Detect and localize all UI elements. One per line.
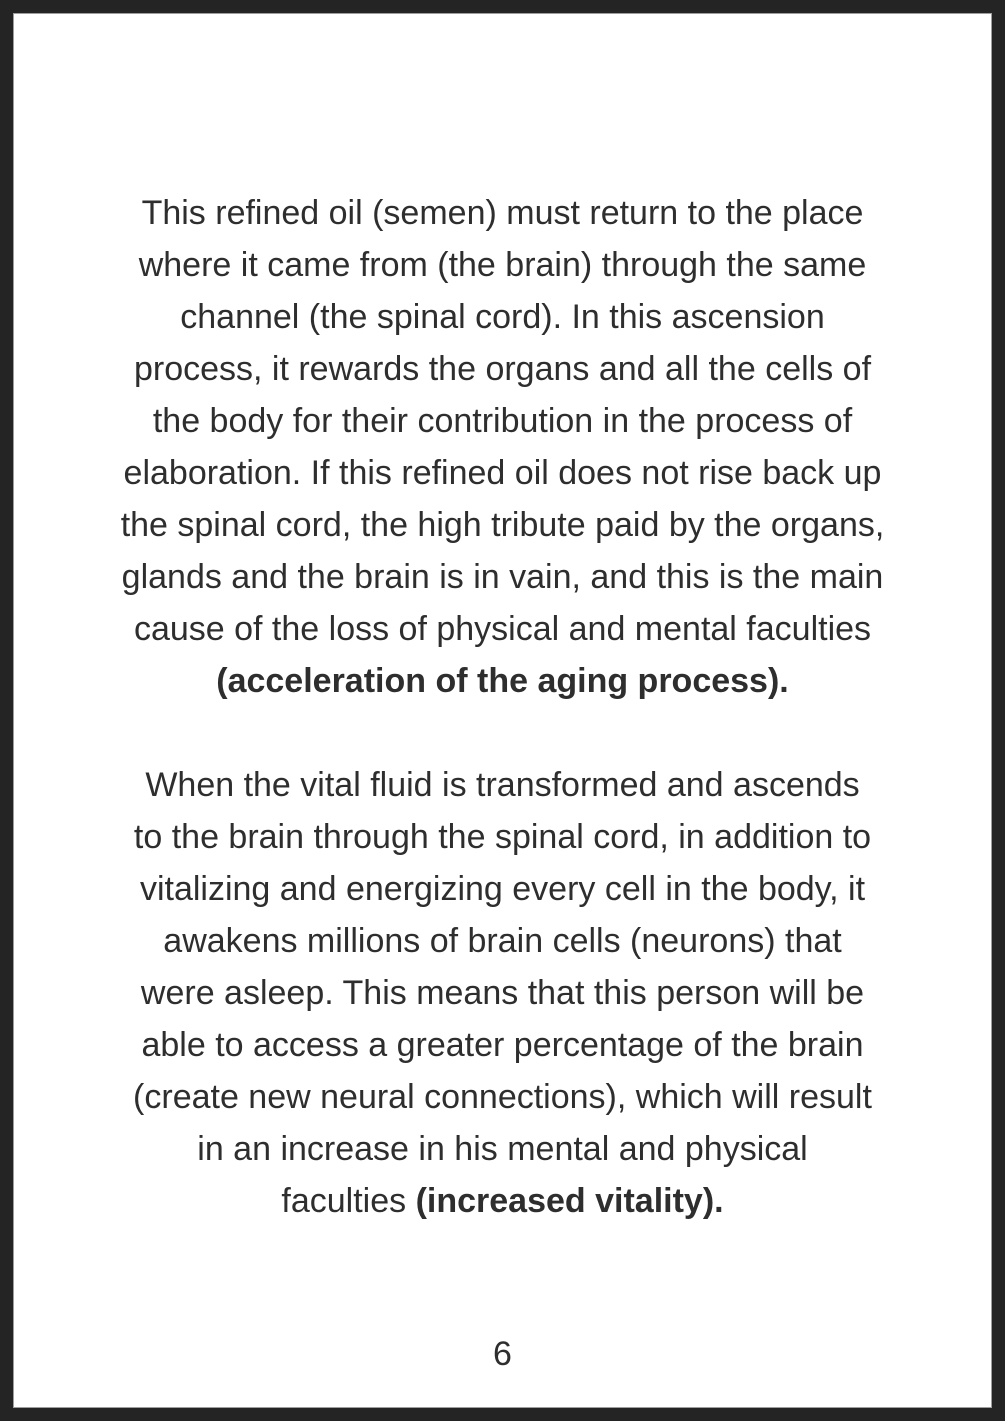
text-line: elaboration. If this refined oil does not rise back up bbox=[123, 454, 882, 492]
text-segment-bold-emphasis: (increased vitality). bbox=[415, 1182, 724, 1220]
text-line: able to access a greater percentage of the brain bbox=[141, 1026, 864, 1064]
text-line: in an increase in his mental and physical bbox=[197, 1130, 808, 1168]
text-line: cause of the loss of physical and mental faculties bbox=[133, 610, 872, 648]
book-page bbox=[13, 13, 992, 1408]
text-line: This refined oil (semen) must return to the place bbox=[141, 194, 864, 232]
text-line-mixed bbox=[42, 1175, 963, 1227]
page-number: 6 bbox=[493, 1335, 512, 1373]
text-line: the body for their contribution in the process of bbox=[152, 402, 853, 440]
text-line: channel (the spinal cord). In this ascension bbox=[180, 298, 825, 336]
text-line: When the vital fluid is transformed and ascends bbox=[145, 766, 860, 804]
text-line: (create new neural connections), which will result bbox=[133, 1078, 872, 1116]
paragraph-2 bbox=[42, 759, 963, 1227]
text-line: to the brain through the spinal cord, in addition to bbox=[133, 818, 872, 856]
text-segment: faculties bbox=[281, 1182, 407, 1220]
text-line: were asleep. This means that this person will be bbox=[140, 974, 865, 1012]
text-line: the spinal cord, the high tribute paid by the organs, bbox=[120, 506, 885, 544]
paragraph-1 bbox=[42, 187, 963, 707]
text-line-bold-emphasis: (acceleration of the aging process). bbox=[216, 662, 789, 700]
text-line: where it came from (the brain) through the same bbox=[138, 246, 867, 284]
text-line: glands and the brain is in vain, and this is the main bbox=[121, 558, 884, 596]
text-line: process, it rewards the organs and all the cells of bbox=[133, 350, 872, 388]
text-line: awakens millions of brain cells (neurons) that bbox=[163, 922, 842, 960]
text-line: vitalizing and energizing every cell in the body, it bbox=[139, 870, 866, 908]
